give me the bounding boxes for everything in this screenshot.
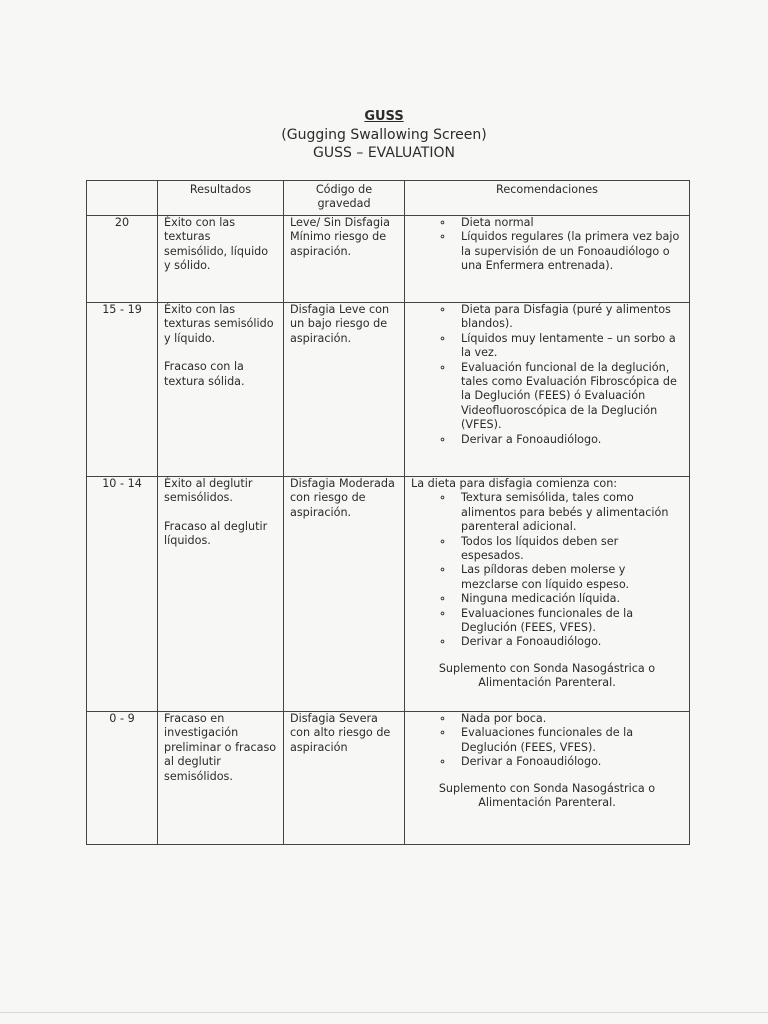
table-row: [87, 477, 690, 712]
severity-cell: Disfagia Leve con un bajo riesgo de aspiración.: [284, 303, 405, 477]
result-text: Fracaso con la textura sólida.: [164, 360, 245, 388]
severity-cell: Disfagia Severa con alto riesgo de aspiración: [284, 712, 405, 845]
result-text: Éxito con las texturas semisólido y líquido.: [164, 303, 274, 345]
recommendation-list: [411, 712, 683, 770]
recommendation-item: ∘ Evaluación funcional de la deglución, tales como Evaluación Fibroscópica de la Deglución (FEES) ó Evaluación Videofluoroscópica de la Deglución (VFES).: [439, 361, 683, 433]
recommendation-item: ∘ Ninguna medicación líquida.: [439, 592, 683, 606]
result-text: Fracaso en investigación preliminar o fracaso al deglutir semisólidos.: [164, 712, 277, 783]
results-cell: [158, 303, 284, 477]
recommendation-list: [411, 303, 683, 447]
document-subtitle: (Gugging Swallowing Screen): [281, 127, 487, 143]
recommendation-list: [411, 216, 683, 274]
guss-table: [86, 180, 690, 845]
recommendation-item: ∘ Evaluaciones funcionales de la Deglución (FEES, VFES).: [439, 726, 683, 755]
recommendation-item: ∘ Derivar a Fonoaudiólogo.: [439, 755, 683, 769]
supplement-note: Suplemento con Sonda Nasogástrica o Alimentación Parenteral.: [438, 781, 656, 810]
recommendation-item: ∘ Las píldoras deben molerse y mezclarse con líquido espeso.: [439, 563, 683, 592]
recommendation-item: ∘ Todos los líquidos deben ser espesados.: [439, 535, 683, 564]
recommendation-item: ∘ Dieta para Disfagia (puré y alimentos blandos).: [439, 303, 683, 332]
recommendation-list: [411, 491, 683, 649]
document-heading: [0, 108, 768, 162]
recommendation-item: ∘ Derivar a Fonoaudiólogo.: [439, 433, 683, 447]
recommendation-item: ∘ Líquidos muy lentamente – un sorbo a la vez.: [439, 332, 683, 361]
results-cell: [158, 477, 284, 712]
score-cell: 10 - 14: [87, 477, 158, 712]
severity-cell: Disfagia Moderada con riesgo de aspiración.: [284, 477, 405, 712]
result-text: Fracaso al deglutir líquidos.: [164, 519, 268, 548]
header-recommendations: Recomendaciones: [405, 181, 690, 216]
recommendations-cell: [405, 477, 690, 712]
recommendations-cell: [405, 712, 690, 845]
score-cell: 0 - 9: [87, 712, 158, 845]
result-text: Éxito al deglutir semisólidos.: [164, 477, 253, 505]
table-row: [87, 712, 690, 845]
score-cell: 15 - 19: [87, 303, 158, 477]
severity-cell: Leve/ Sin Disfagia Mínimo riesgo de aspiración.: [284, 216, 405, 303]
header-results: Resultados: [158, 181, 284, 216]
results-cell: [158, 712, 284, 845]
document-title: GUSS: [364, 109, 404, 124]
recommendation-item: ∘ Evaluaciones funcionales de la Deglución (FEES, VFES).: [439, 607, 683, 636]
header-score: [87, 181, 158, 216]
page-bottom-edge: [0, 1012, 768, 1013]
result-text: Éxito con las texturas semisólido, líquido y sólido.: [164, 216, 269, 273]
table-header-row: [87, 181, 690, 216]
recommendation-item: ∘ Dieta normal: [439, 216, 683, 230]
recommendations-cell: [405, 303, 690, 477]
recommendation-item: ∘ Líquidos regulares (la primera vez bajo la supervisión de un Fonoaudiólogo o una Enfermera entrenada).: [439, 230, 683, 273]
document-subtitle-evaluation: GUSS – EVALUATION: [313, 145, 455, 161]
recommendation-item: ∘ Derivar a Fonoaudiólogo.: [439, 635, 683, 649]
header-severity: Código de gravedad: [284, 181, 405, 216]
recommendation-item: ∘ Textura semisólida, tales como alimentos para bebés y alimentación parenteral adicional.: [439, 491, 683, 534]
results-cell: [158, 216, 284, 303]
recommendation-intro: La dieta para disfagia comienza con:: [411, 477, 618, 490]
recommendation-item: ∘ Nada por boca.: [439, 712, 683, 726]
score-cell: 20: [87, 216, 158, 303]
table-row: [87, 216, 690, 303]
recommendations-cell: [405, 216, 690, 303]
table-row: [87, 303, 690, 477]
supplement-note: Suplemento con Sonda Nasogástrica o Alimentación Parenteral.: [438, 661, 656, 690]
